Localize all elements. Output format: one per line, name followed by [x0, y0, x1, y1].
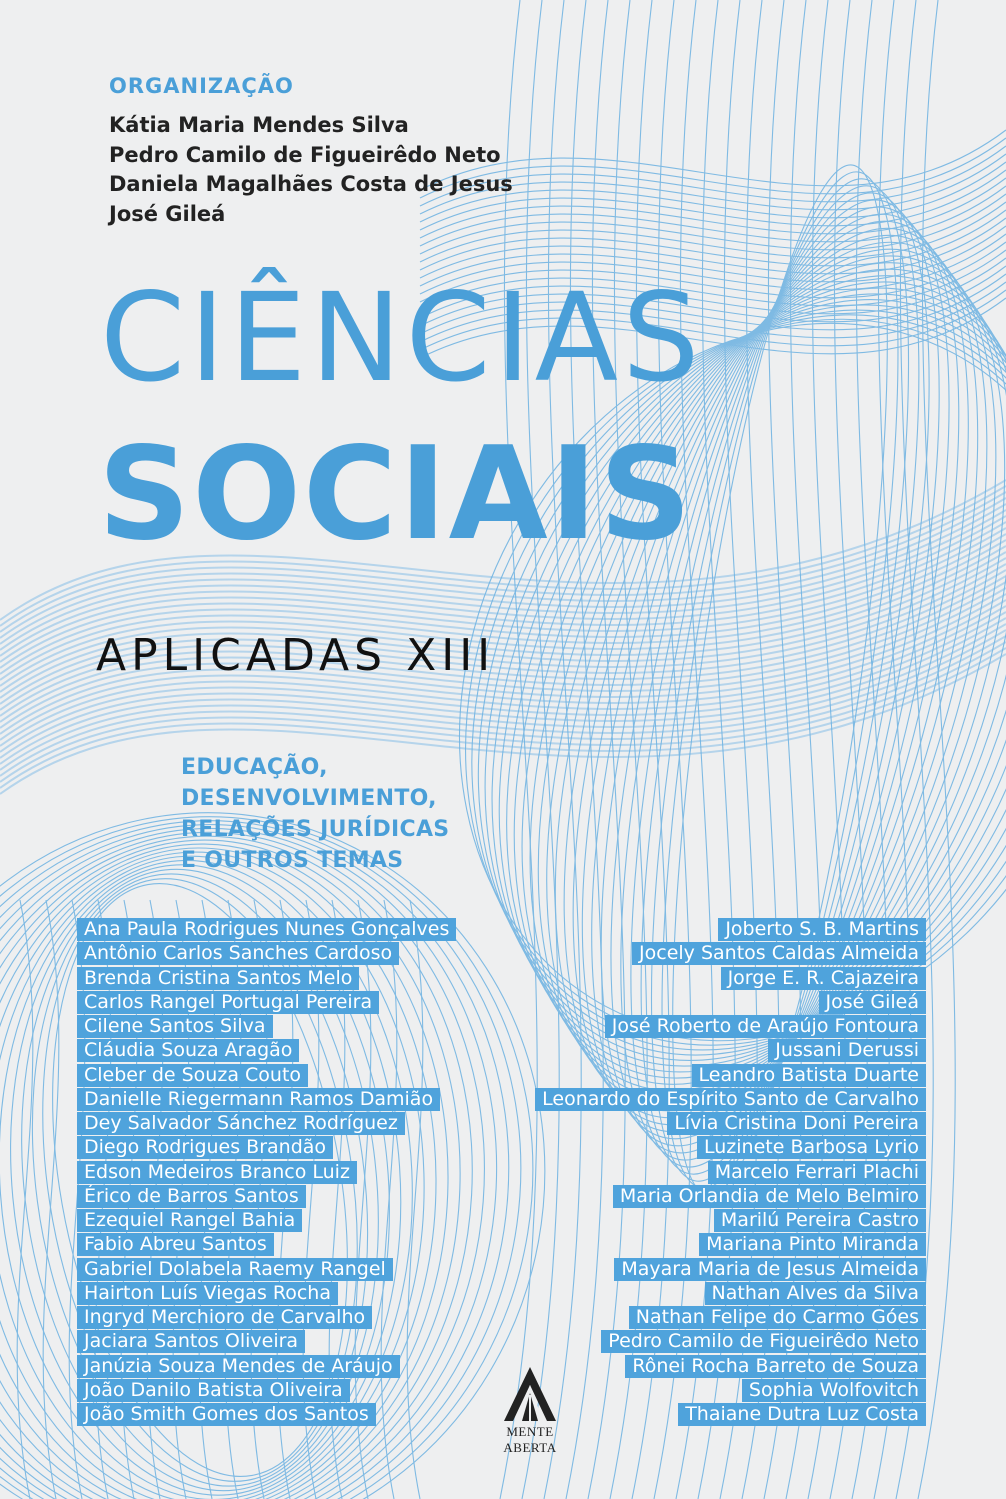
organizer-name: Kátia Maria Mendes Silva [109, 113, 409, 137]
author-item [535, 1233, 926, 1257]
author-name: Antônio Carlos Sanches Cardoso [77, 942, 399, 965]
author-name: José Gileá [819, 991, 926, 1014]
book-title-line1: CIÊNCIAS [100, 267, 704, 409]
author-item [77, 1379, 456, 1403]
publisher-logo [485, 1365, 575, 1455]
author-item [535, 1306, 926, 1330]
author-item [535, 942, 926, 966]
author-name: Ana Paula Rodrigues Nunes Gonçalves [77, 918, 456, 941]
author-item [535, 1136, 926, 1160]
author-item [77, 1233, 456, 1257]
author-name: Hairton Luís Viegas Rocha [77, 1282, 338, 1305]
themes-list [181, 752, 449, 876]
author-item [535, 1185, 926, 1209]
author-name: Nathan Alves da Silva [705, 1282, 926, 1305]
book-subtitle: APLICADAS XIII [96, 630, 496, 681]
author-name: Carlos Rangel Portugal Pereira [77, 991, 379, 1014]
author-item [535, 1039, 926, 1063]
author-item [77, 1136, 456, 1160]
author-item [77, 1306, 456, 1330]
author-name: Fabio Abreu Santos [77, 1233, 274, 1256]
author-name: Brenda Cristina Santos Melo [77, 967, 359, 990]
author-item [535, 918, 926, 942]
author-name: Edson Medeiros Branco Luiz [77, 1161, 357, 1184]
author-name: João Smith Gomes dos Santos [77, 1403, 376, 1426]
author-name: Rônei Rocha Barreto de Souza [625, 1355, 926, 1378]
theme-line: E OUTROS TEMAS [181, 848, 404, 873]
author-name: Joberto S. B. Martins [718, 918, 926, 941]
author-name: Cilene Santos Silva [77, 1015, 273, 1038]
author-item [535, 1282, 926, 1306]
author-name: João Danilo Batista Oliveira [77, 1379, 350, 1402]
organizer-name: Daniela Magalhães Costa de Jesus [109, 172, 513, 196]
theme-line: EDUCAÇÃO, [181, 755, 328, 780]
author-name: Jocely Santos Caldas Almeida [632, 942, 926, 965]
author-item [77, 1330, 456, 1354]
author-name: Leonardo do Espírito Santo de Carvalho [535, 1088, 926, 1111]
author-item [77, 1282, 456, 1306]
authors-list-left [77, 918, 456, 1427]
author-name: Luzinete Barbosa Lyrio [697, 1136, 926, 1159]
author-name: Mayara Maria de Jesus Almeida [614, 1258, 926, 1281]
book-title-line2: SOCIAIS [98, 420, 694, 569]
author-item [77, 1039, 456, 1063]
author-item [77, 918, 456, 942]
author-item [77, 1403, 456, 1427]
author-name: Cláudia Souza Aragão [77, 1039, 299, 1062]
author-name: Maria Orlandia de Melo Belmiro [613, 1185, 926, 1208]
author-item [77, 1185, 456, 1209]
author-item [77, 1064, 456, 1088]
author-item [535, 1258, 926, 1282]
author-name: Diego Rodrigues Brandão [77, 1136, 333, 1159]
author-name: Marcelo Ferrari Plachi [708, 1161, 926, 1184]
author-item [535, 1112, 926, 1136]
authors-list-right [535, 918, 926, 1427]
author-item [77, 1112, 456, 1136]
author-item [77, 1015, 456, 1039]
author-item [535, 1064, 926, 1088]
author-item [535, 991, 926, 1015]
author-name: Lívia Cristina Doni Pereira [667, 1112, 926, 1135]
organization-label: ORGANIZAÇÃO [109, 74, 294, 98]
author-item [535, 1161, 926, 1185]
theme-line: RELAÇÕES JURÍDICAS [181, 817, 450, 842]
author-item [77, 1209, 456, 1233]
author-item [77, 942, 456, 966]
publisher-name: MENTE ABERTA [503, 1424, 557, 1455]
author-item [77, 1355, 456, 1379]
author-item [77, 967, 456, 991]
organizer-name: Pedro Camilo de Figueirêdo Neto [109, 142, 501, 167]
author-name: Jorge E. R. Cajazeira [721, 967, 926, 990]
author-item [535, 1330, 926, 1354]
author-name: Cleber de Souza Couto [77, 1064, 308, 1087]
author-name: Sophia Wolfovitch [742, 1379, 926, 1402]
author-item [77, 1161, 456, 1185]
author-item [535, 1379, 926, 1403]
author-name: Leandro Batista Duarte [692, 1064, 926, 1087]
author-name: Jussani Derussi [768, 1039, 926, 1062]
author-name: Ezequiel Rangel Bahia [77, 1209, 302, 1232]
author-item [535, 1209, 926, 1233]
author-item [535, 1355, 926, 1379]
organizers-list [109, 111, 513, 229]
author-item [77, 991, 456, 1015]
author-name: José Roberto de Araújo Fontoura [605, 1015, 926, 1038]
author-name: Thaiane Dutra Luz Costa [678, 1403, 926, 1426]
author-name: Jaciara Santos Oliveira [77, 1330, 305, 1353]
author-item [535, 967, 926, 991]
author-name: Pedro Camilo de Figueirêdo Neto [601, 1330, 926, 1353]
author-name: Gabriel Dolabela Raemy Rangel [77, 1258, 393, 1281]
author-item [77, 1258, 456, 1282]
author-name: Mariana Pinto Miranda [699, 1233, 926, 1256]
mente-aberta-logo-icon [500, 1365, 560, 1423]
theme-line: DESENVOLVIMENTO, [181, 786, 437, 811]
organizer-name: José Gileá [109, 201, 226, 226]
author-name: Marilú Pereira Castro [714, 1209, 926, 1232]
author-name: Érico de Barros Santos [77, 1185, 306, 1208]
author-item [535, 1088, 926, 1112]
author-item [77, 1088, 456, 1112]
author-name: Danielle Riegermann Ramos Damião [77, 1088, 440, 1111]
author-name: Ingryd Merchioro de Carvalho [77, 1306, 372, 1329]
author-item [535, 1015, 926, 1039]
author-item [535, 1403, 926, 1427]
author-name: Dey Salvador Sánchez Rodríguez [77, 1112, 405, 1135]
author-name: Janúzia Souza Mendes de Aráujo [77, 1355, 400, 1378]
author-name: Nathan Felipe do Carmo Góes [629, 1306, 926, 1329]
